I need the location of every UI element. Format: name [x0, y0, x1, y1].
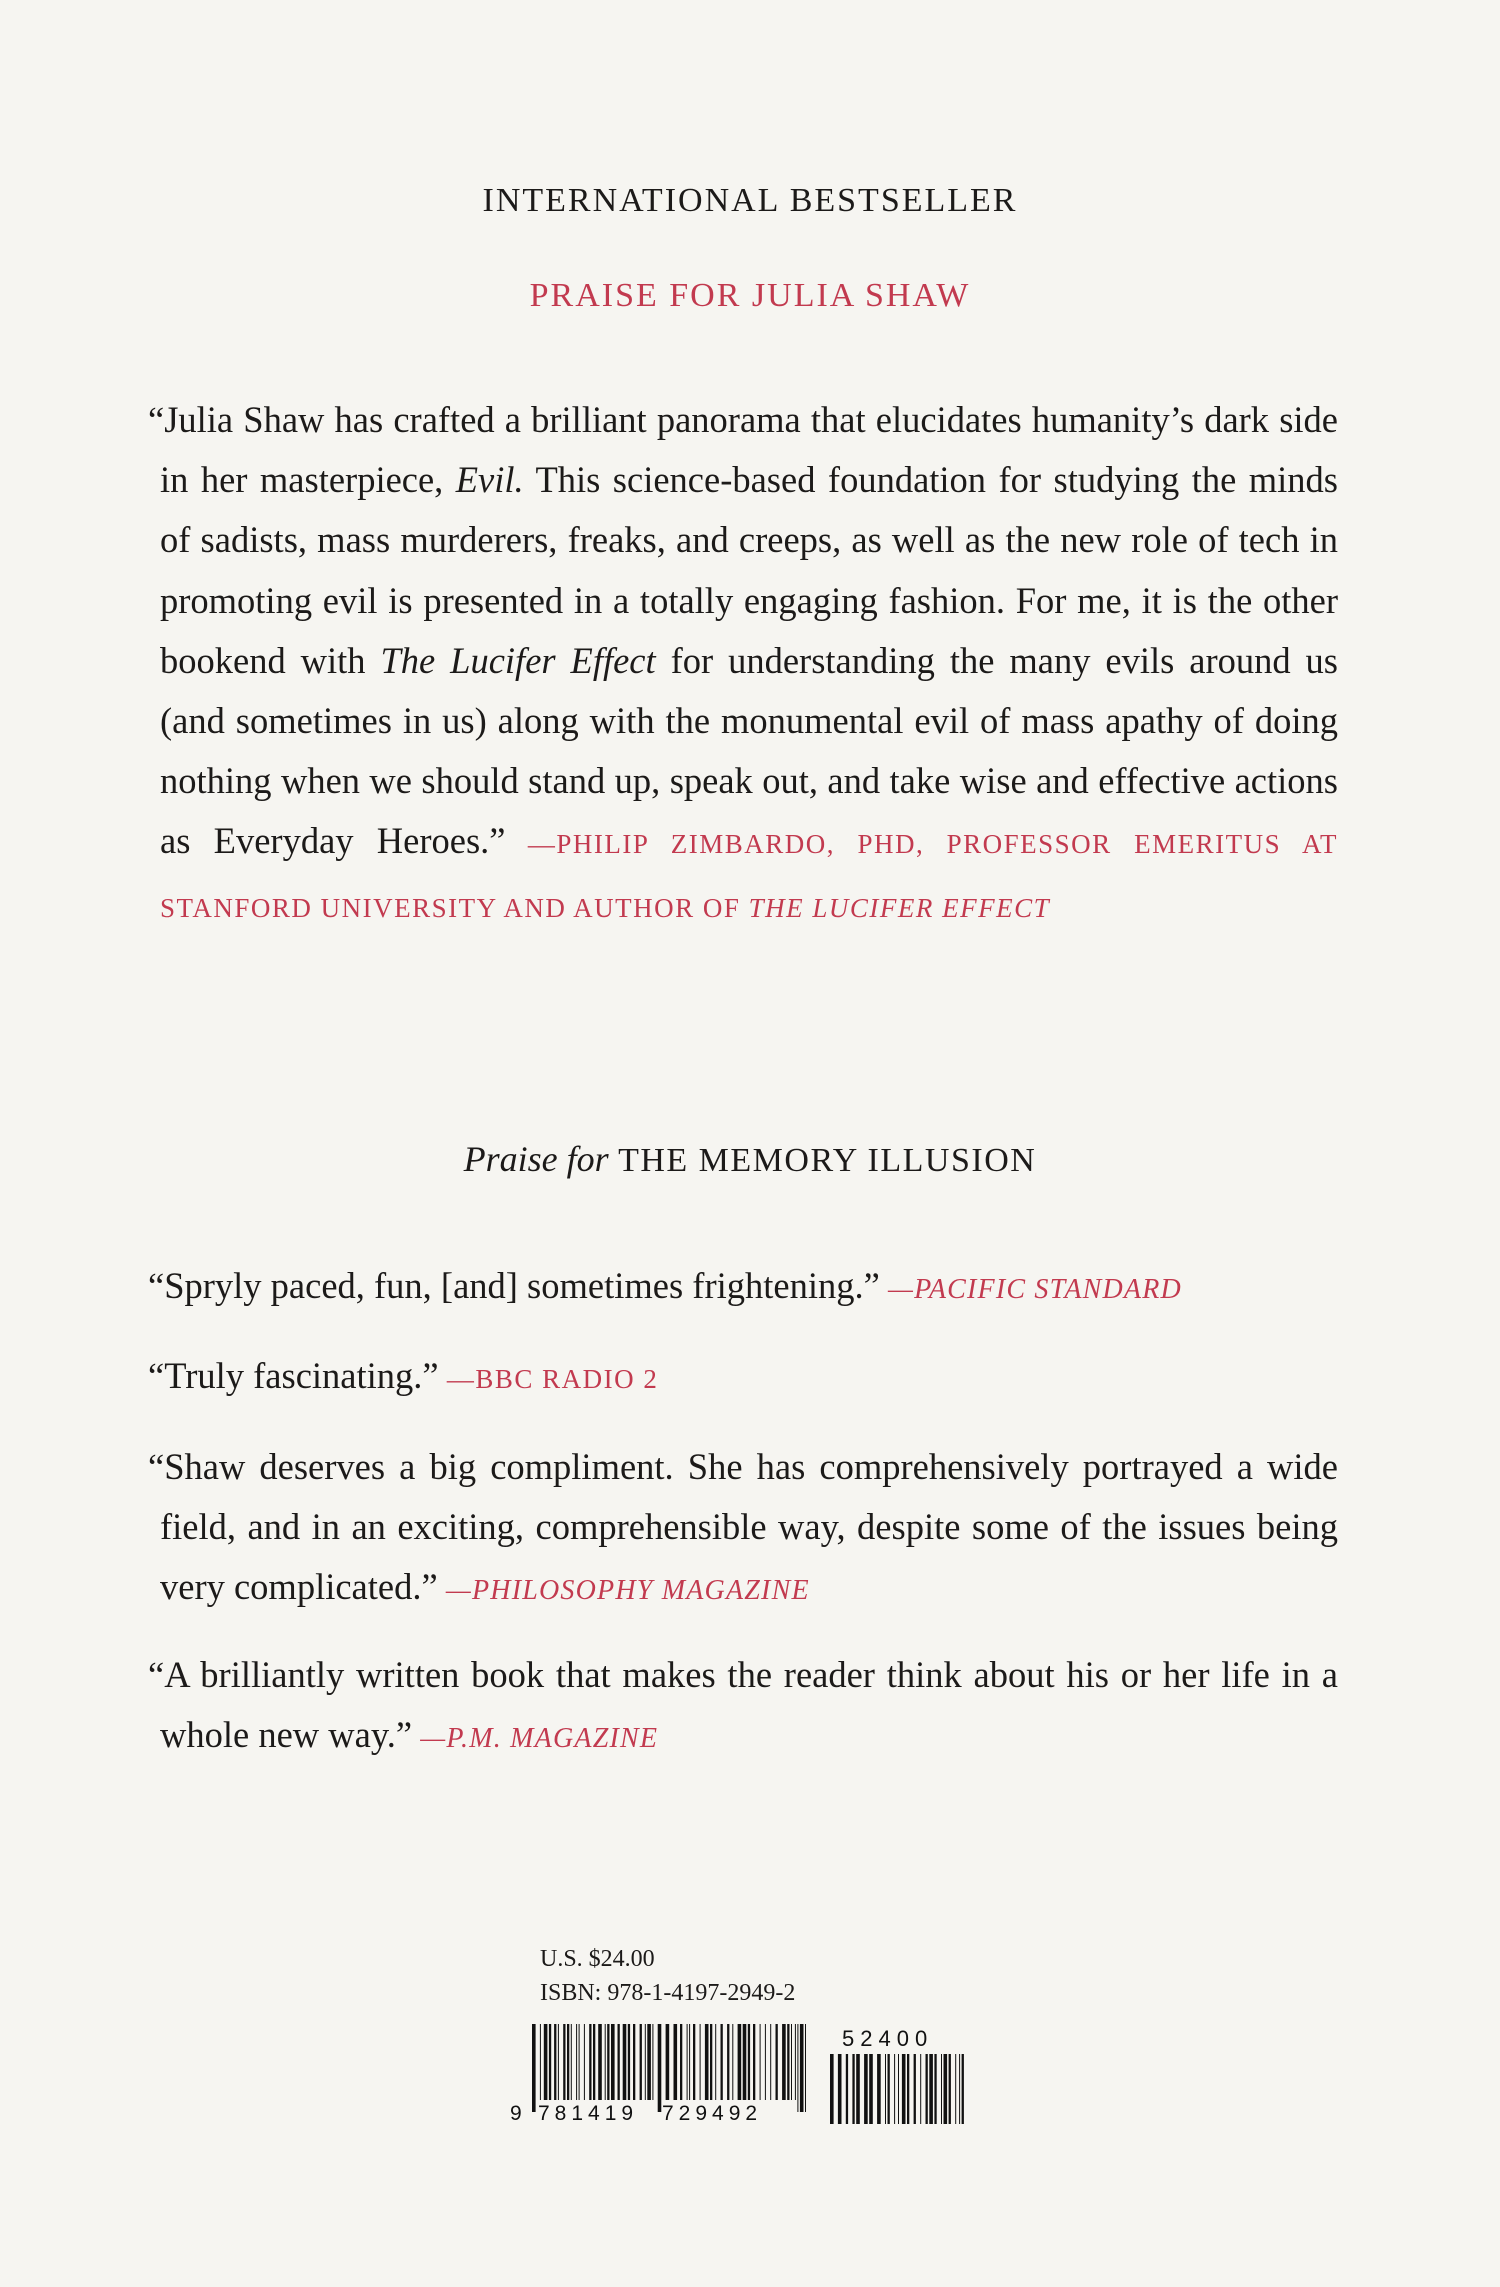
review-quote: [148, 1256, 1338, 1320]
barcode-bar: [618, 2024, 620, 2100]
barcode-bar: [743, 2024, 747, 2100]
barcode-bar: [687, 2024, 688, 2100]
barcode-bar: [869, 2054, 873, 2124]
barcode-bar: [765, 2024, 766, 2100]
barcode-bar: [738, 2024, 742, 2100]
barcode-bar: [640, 2024, 642, 2100]
barcode-bar: [907, 2054, 909, 2124]
barcode-bar: [941, 2054, 942, 2124]
barcode-bar: [791, 2024, 792, 2100]
price-addon-barcode: [822, 2020, 972, 2130]
barcode-bar: [830, 2054, 834, 2124]
barcode-bar: [579, 2024, 580, 2100]
barcode-bar: [797, 2024, 798, 2112]
barcode-bar: [689, 2024, 690, 2100]
bestseller-label: INTERNATIONAL BESTSELLER: [482, 182, 1018, 219]
barcode-bar: [710, 2024, 712, 2100]
quote-text: “A brilliantly written book that makes the reader think about his or her life in a whole new way.”: [148, 1654, 1338, 1756]
barcode-bar: [589, 2024, 591, 2100]
barcode-bar: [540, 2024, 541, 2100]
barcode-bar: [864, 2054, 868, 2124]
barcode-bar: [584, 2024, 585, 2100]
quote-source: —BBC RADIO 2: [438, 1364, 659, 1394]
barcode-bar: [567, 2024, 569, 2100]
barcode-bar: [949, 2054, 951, 2124]
barcode-bar: [805, 2024, 806, 2112]
praise-for-text: Praise for: [463, 1139, 609, 1179]
barcode-bar: [885, 2054, 886, 2124]
barcode-bar: [658, 2024, 662, 2112]
review-quote: [148, 1645, 1338, 1769]
barcode-bar: [721, 2024, 723, 2100]
zimbardo-quote: [148, 390, 1338, 938]
barcode-bar: [955, 2054, 956, 2124]
section-heading: [0, 1138, 1500, 1180]
barcode-bar: [715, 2024, 716, 2100]
barcode-bar: [647, 2024, 651, 2100]
quote-text: “Spryly paced, fun, [and] sometimes frightening.”: [148, 1265, 880, 1306]
barcode-bar: [914, 2054, 916, 2124]
barcode-bar: [628, 2024, 630, 2100]
barcode-bar: [700, 2024, 701, 2100]
barcode-bar: [770, 2024, 771, 2100]
quote-text: “Julia Shaw has crafted a brilliant panorama that elucidates humanity’s dark side in her masterpiece,: [148, 399, 1338, 501]
barcode-bar: [666, 2024, 670, 2100]
isbn: ISBN: 978-1-4197-2949-2: [540, 1980, 796, 2006]
quote-source: —P.M. MAGAZINE: [412, 1723, 659, 1755]
barcode-bar: [898, 2054, 899, 2124]
barcode-bar: [693, 2024, 695, 2100]
quote-source: —PHILOSOPHY MAGAZINE: [437, 1575, 810, 1607]
barcode-bar: [962, 2054, 964, 2124]
quote-text: “Truly fascinating.”: [148, 1355, 439, 1396]
barcode-bar: [674, 2024, 678, 2100]
attribution-text: —PHILIP ZIMBARDO, PHD, PROFESSOR EMERITUS AT STANFORD UNIVERSITY AND AUTHOR OF: [160, 829, 1338, 923]
barcode-bar: [611, 2024, 615, 2100]
barcode-bar: [705, 2024, 709, 2100]
barcode-bar: [593, 2024, 595, 2100]
barcode-bar: [846, 2054, 848, 2124]
barcode-bar: [532, 2024, 536, 2112]
barcode-bar: [544, 2024, 548, 2100]
barcode-lead-digit: 9: [510, 2102, 522, 2125]
book-title: THE MEMORY ILLUSION: [618, 1142, 1037, 1179]
book-title-evil: Evil.: [455, 459, 524, 501]
barcode-bar: [753, 2024, 755, 2100]
barcode-bar: [576, 2024, 577, 2100]
barcode-bar: [877, 2054, 881, 2124]
barcode-bar: [554, 2024, 556, 2100]
barcode-bar: [795, 2024, 796, 2100]
barcode-right-digits: 729492: [662, 2102, 763, 2125]
barcode-bar: [563, 2024, 565, 2100]
barcode-bar: [571, 2024, 572, 2100]
price: U.S. $24.00: [540, 1946, 655, 1972]
barcode-bar: [852, 2054, 854, 2124]
isbn-barcode: [510, 2020, 810, 2130]
barcode-bar: [549, 2024, 551, 2100]
barcode-bar: [800, 2024, 804, 2112]
barcode-bar: [776, 2024, 778, 2100]
barcode-bar: [727, 2024, 729, 2100]
barcode-bar: [926, 2054, 928, 2124]
review-quote: [148, 1346, 1338, 1409]
book-title-lucifer: The Lucifer Effect: [380, 639, 656, 681]
quote-text: This science-based foundation for studying the minds of sadists, mass murderers, freaks, and creeps, as well as the new role of tech in promoting evil is presented in a totally engaging fashion. For me, it is the other bookend with: [160, 459, 1338, 681]
barcode-bar: [782, 2024, 786, 2100]
barcode-left-digits: 781419: [538, 2102, 639, 2125]
barcode-bar: [959, 2054, 960, 2124]
quote-source: —PACIFIC STANDARD: [879, 1274, 1182, 1305]
barcode-bar: [633, 2024, 635, 2100]
barcode-bar: [944, 2054, 948, 2124]
quote-text: “Shaw deserves a big compliment. She has comprehensively portrayed a wide field, and in an exciting, comprehensible way, despite some of the issues being very complicated.”: [148, 1446, 1338, 1608]
barcode-bar: [558, 2024, 559, 2100]
barcode-bar: [902, 2054, 906, 2124]
barcode-bar: [787, 2024, 789, 2100]
quote-text: for understanding the many evils around us (and sometimes in us) along with the monumental evil of mass apathy of doing nothing when we should stand up, speak out, and take wise and effective actions as Everyday Heroes.”: [160, 639, 1338, 862]
barcode-bar: [732, 2024, 733, 2100]
barcode-bar: [894, 2054, 895, 2124]
barcode-bar: [645, 2024, 646, 2100]
barcode-bar: [652, 2024, 653, 2100]
price-block: [540, 1942, 795, 2010]
barcode-bar: [623, 2024, 627, 2100]
barcode-bar: [760, 2024, 761, 2100]
addon-digits: 52400: [842, 2026, 934, 2051]
barcode-bar: [605, 2024, 606, 2100]
barcode-bar: [838, 2054, 842, 2124]
barcode-bar: [856, 2054, 860, 2124]
barcode-bar: [680, 2024, 682, 2100]
barcode-bar: [920, 2054, 921, 2124]
barcode-bar: [888, 2054, 890, 2124]
barcode-bar: [598, 2024, 602, 2100]
review-quote: [148, 1437, 1338, 1622]
praise-author-label: PRAISE FOR JULIA SHAW: [529, 277, 971, 314]
barcode-bar: [607, 2024, 609, 2100]
barcode-bar: [934, 2054, 936, 2124]
attribution-book-title: THE LUCIFER EFFECT: [748, 892, 1051, 923]
barcode-bar: [748, 2024, 750, 2100]
barcode-bar: [929, 2054, 933, 2124]
